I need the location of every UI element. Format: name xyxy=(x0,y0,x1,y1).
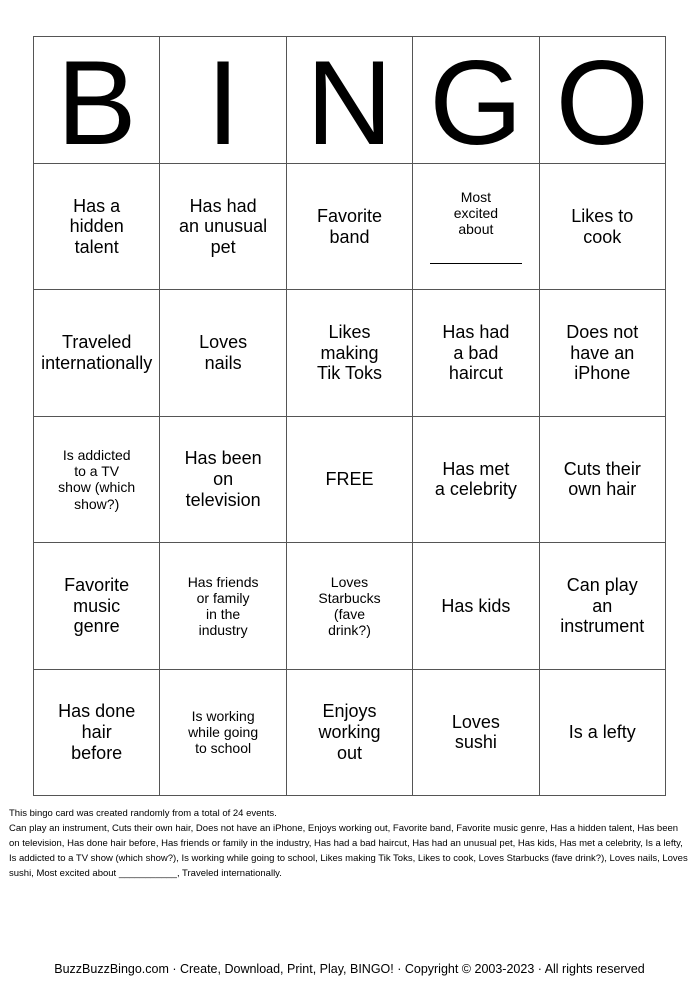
bingo-cell: Has been on television xyxy=(160,417,286,543)
bingo-cell: Loves sushi xyxy=(413,670,539,796)
bingo-cell: Has done hair before xyxy=(34,670,160,796)
blank-underline xyxy=(430,263,522,264)
bingo-cell: Enjoys working out xyxy=(287,670,413,796)
bingo-cell: Cuts their own hair xyxy=(540,417,666,543)
bingo-cell: Likes to cook xyxy=(540,164,666,290)
event-list: Can play an instrument, Cuts their own hair, Does not have an iPhone, Enjoys working out, Favorite band, Favorite music genre, Has a hidden talent, Has been on television, Has done hair before, Has friends or family in the industry, Has had a bad haircut, Has had an unusual pet, Has kids, Has met a celebrity, Is a lefty, Is addicted to a TV show (which show?), Is working while going to school, Likes making Tik Toks, Likes to cook, Loves Starbucks (fave drink?), Loves nails, Loves sushi, Most excited about ___________, Traveled internationally. xyxy=(9,823,688,879)
bingo-cell: Favorite band xyxy=(287,164,413,290)
bingo-cell: Is working while going to school xyxy=(160,670,286,796)
header-letter-g: G xyxy=(413,37,539,164)
bingo-cell: Has met a celebrity xyxy=(413,417,539,543)
header-letter-n: N xyxy=(287,37,413,164)
bingo-cell: Loves nails xyxy=(160,290,286,416)
bingo-cell: Loves Starbucks (fave drink?) xyxy=(287,543,413,669)
site-footer: BuzzBuzzBingo.com · Create, Download, Print, Play, BINGO! · Copyright © 2003-2023 · All rights reserved xyxy=(54,962,645,976)
bingo-cell xyxy=(413,164,539,290)
header-letter-i: I xyxy=(160,37,286,164)
bingo-cell: Favorite music genre xyxy=(34,543,160,669)
bingo-cell: Does not have an iPhone xyxy=(540,290,666,416)
bingo-cell: Likes making Tik Toks xyxy=(287,290,413,416)
bingo-cell: Has kids xyxy=(413,543,539,669)
bingo-cell-text: Most excited about xyxy=(453,189,499,238)
bingo-cell: Is a lefty xyxy=(540,670,666,796)
header-letter-b: B xyxy=(34,37,160,164)
bingo-cell: Has had an unusual pet xyxy=(160,164,286,290)
bingo-cell: Has friends or family in the industry xyxy=(160,543,286,669)
bingo-cell: Can play an instrument xyxy=(540,543,666,669)
event-count-note: This bingo card was created randomly from a total of 24 events. xyxy=(9,808,277,819)
free-space: FREE xyxy=(287,417,413,543)
bingo-card xyxy=(33,36,666,796)
bingo-cell: Is addicted to a TV show (which show?) xyxy=(34,417,160,543)
bingo-cell: Traveled internationally xyxy=(34,290,160,416)
bingo-cell: Has a hidden talent xyxy=(34,164,160,290)
event-list-info xyxy=(9,806,691,881)
bingo-cell: Has had a bad haircut xyxy=(413,290,539,416)
header-letter-o: O xyxy=(540,37,666,164)
